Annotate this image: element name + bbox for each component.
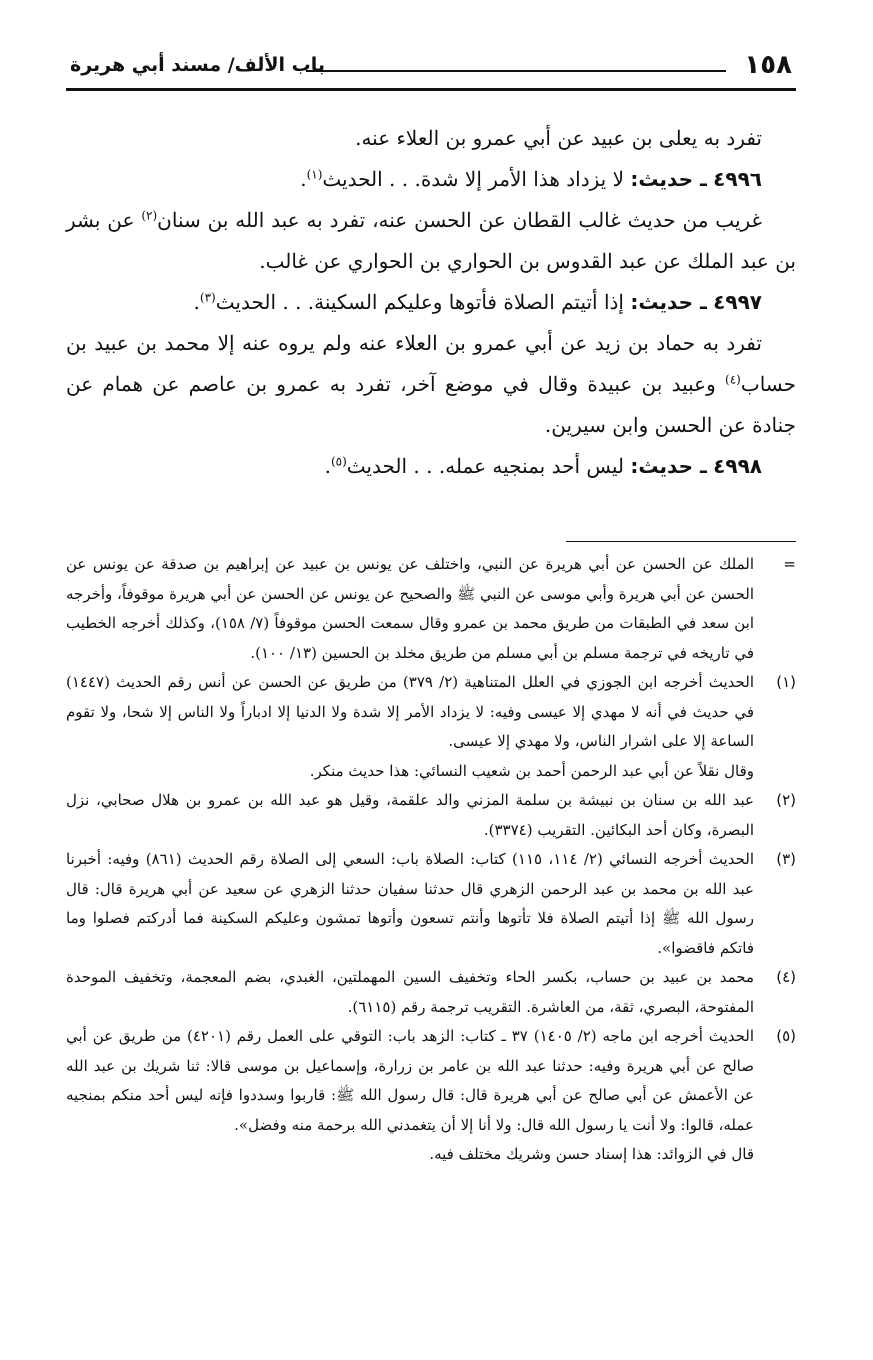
paragraph-text: وعبيد بن عبيدة وقال في موضع آخر، تفرد به عمرو بن عاصم عن همام عن جنادة عن الحسن وابن سيرين. — [66, 372, 796, 437]
hadith-label: ـ حديث: — [630, 454, 707, 478]
running-title: باب الألف/ مسند أبي هريرة — [70, 54, 326, 76]
paragraph — [66, 200, 796, 282]
footnote-text: الحديث أخرجه ابن الجوزي في العلل المتناهية (٢/ ٣٧٩) من طريق عن الحسن عن أنس رقم الحديث (١٤٤٧) في حديث في أنه لا مهدي إلا عيسى وفيه: لا يزداد الأمر إلا شدة ولا الدنيا إلا ادباراً ولا الناس إلا شحا، ولا تقوم الساعة إلا على اشرار الناس، ولا مهدي إلا عيسى. — [66, 673, 754, 750]
hadith-label: ـ حديث: — [630, 290, 707, 314]
main-text — [66, 118, 796, 487]
footnote-rule — [566, 541, 796, 542]
footnote-ref: (٣) — [199, 290, 216, 305]
footnote-marker: (٥) — [776, 1027, 796, 1045]
footnote-text: عبد الله بن سنان بن نبيشة بن سلمة المزني والد علقمة، وقيل هو عبد الله بن عمرو بن هلال صحابي، نزل البصرة، وكان أحد البكائين. التقريب (٣٣٧٤). — [66, 791, 754, 839]
page-number: ١٥٨ — [744, 50, 792, 80]
running-head — [66, 48, 796, 86]
footnote-marker: (٢) — [776, 791, 796, 809]
header-rule-short — [306, 70, 726, 72]
hadith-text: إذا أتيتم الصلاة فأتوها وعليكم السكينة. . . الحديث — [215, 290, 624, 314]
footnote-text: الحديث أخرجه النسائي (٢/ ١١٤، ١١٥) كتاب: الصلاة باب: السعي إلى الصلاة رقم الحديث (٨٦١) وفيه: أخبرنا عبد الله بن محمد بن عبد الرحمن الزهري قال حدثنا سفيان حدثنا الزهري عن سعيد عن أبي هريرة قال: قال رسول الله ﷺ إذا أتيتم الصلاة فلا تأتوها وأنتم تسعون وأتوها تمشون وعليكم السكينة فما أدركتم فصلوا وما فاتكم فاقضوا». — [66, 850, 754, 957]
footnote-marker: = — [783, 555, 796, 573]
paragraph — [66, 323, 796, 446]
hadith-number: ٤٩٩٧ — [713, 290, 762, 314]
footnote-text: الحديث أخرجه ابن ماجه (٢/ ١٤٠٥) ٣٧ ـ كتاب: الزهد باب: التوقي على العمل رقم (٤٢٠١) من طريق عن أبي صالح عن أبي هريرة وفيه: حدثنا عبد الله بن عامر بن زرارة، وإسماعيل بن موسى قالا: ثنا شريك بن عبد الله عن الأعمش عن أبي صالح عن أبي هريرة قال: قال رسول الله ﷺ: قاربوا وسددوا فإنه ليس أحد منكم بمنجيه عمله، قالوا: ولا أنت يا رسول الله قال: ولا أنا إلا أن يتغمدني الله برحمة منه وفضل». — [66, 1027, 754, 1134]
hadith-4997: ٤٩٩٧ ـ حديث: إذا أتيتم الصلاة فأتوها وعليكم السكينة. . . الحديث$^{(٣)}$. — [193, 290, 762, 314]
hadith-number: ٤٩٩٨ — [713, 454, 762, 478]
footnote-ref: (٤) — [725, 372, 741, 387]
footnote-2 — [66, 786, 796, 845]
hadith-number: ٤٩٩٦ — [713, 167, 762, 191]
paragraph-text: تفرد به حماد بن زيد عن أبي عمرو بن العلاء عنه ولم يروه عنه إلا محمد بن عبيد بن حساب — [66, 331, 796, 396]
footnote-4 — [66, 963, 796, 1022]
footnote-text: وقال نقلاً عن أبي عبد الرحمن أحمد بن شعيب النسائي: هذا حديث منكر. — [309, 761, 754, 780]
paragraph-text: عن بشر بن عبد الملك عن عبد القدوس بن الحواري بن الحواري عن غالب. — [66, 208, 796, 273]
footnote-3 — [66, 845, 796, 963]
footnote-marker: (٣) — [776, 850, 796, 868]
paragraph-text: غريب من حديث غالب القطان عن الحسن عنه، تفرد به عبد الله بن سنان — [157, 208, 763, 232]
footnote-continued — [66, 550, 796, 668]
footnote-1 — [66, 668, 796, 786]
hadith-label: ـ حديث: — [630, 167, 707, 191]
header-rule — [66, 88, 796, 91]
hadith-4998: ٤٩٩٨ ـ حديث: ليس أحد بمنجيه عمله. . . الحديث$^{(٥)}$. — [324, 454, 762, 478]
footnotes — [66, 550, 796, 1170]
hadith-text: لا يزداد هذا الأمر إلا شدة. . . الحديث — [322, 167, 624, 191]
footnote-text: الملك عن الحسن عن أبي هريرة عن النبي، واختلف عن يونس بن عبيد عن إبراهيم بن صدقة عن يونس عن الحسن عن أبي هريرة وأبي موسى عن النبي ﷺ والصحيح عن يونس عن الحسن عن أبي هريرة موقوفاً، وأخرجه ابن سعد في الطبقات من طريق محمد بن عمرو وقال سمعت الحسن موقوفاً (٧/ ١٥٨)، وكذلك أخرجه الخطيب في تاريخه في ترجمة مسلم بن أبي مسلم من طريق مخلد بن الحسين (١٣/ ١٠٠). — [66, 555, 754, 662]
footnote-text: قال في الزوائد: هذا إسناد حسن وشريك مختلف فيه. — [429, 1145, 754, 1163]
hadith-text: ليس أحد بمنجيه عمله. . . الحديث — [346, 454, 624, 478]
footnote-ref: (٢) — [141, 208, 158, 223]
footnote-text: محمد بن عبيد بن حساب، بكسر الحاء وتخفيف السين المهملتين، الغبدي، بضم المعجمة، وتخفيف الموحدة المفتوحة، البصري، ثقة، من العاشرة. التقريب ترجمة رقم (٦١١٥). — [66, 968, 754, 1016]
footnote-ref: (٥) — [330, 454, 347, 469]
footnote-marker: (٤) — [776, 968, 796, 986]
footnote-5 — [66, 1022, 796, 1170]
footnote-ref: (١) — [306, 167, 323, 182]
paragraph: تفرد به يعلى بن عبيد عن أبي عمرو بن العلاء عنه. — [355, 126, 762, 150]
hadith-4996: ٤٩٩٦ ـ حديث: لا يزداد هذا الأمر إلا شدة. . . الحديث$^{(١)}$. — [300, 167, 762, 191]
footnote-marker: (١) — [776, 673, 796, 691]
